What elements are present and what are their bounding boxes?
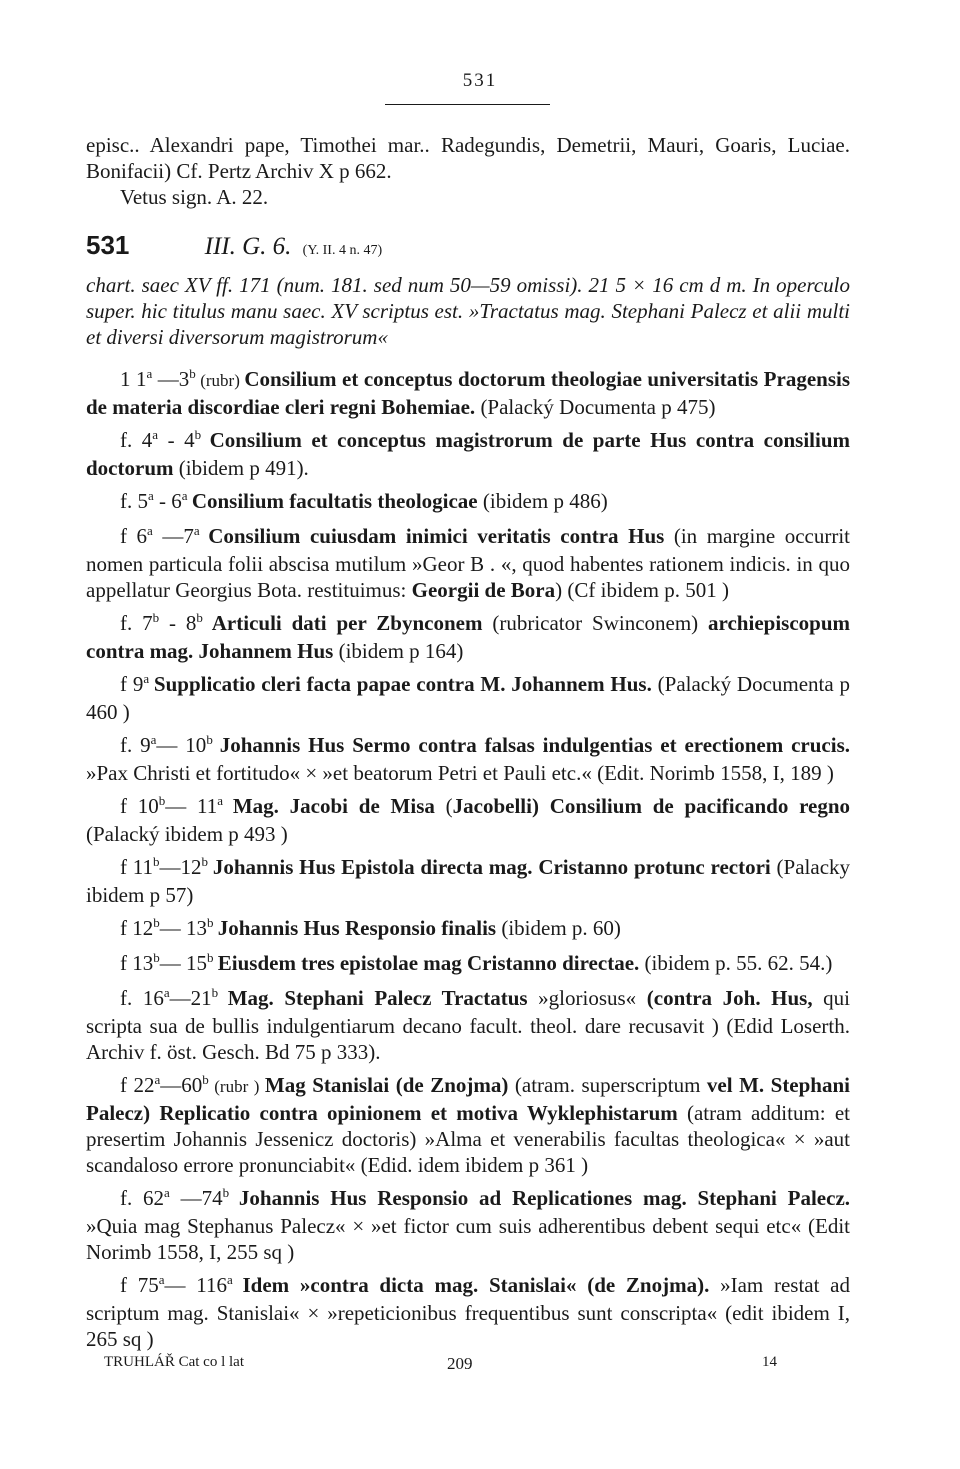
catalog-entry: [86, 427, 850, 481]
entry-reference: (atram additum: et presertim Johannis Jessenicz doctoris) »Alma et venerabilis facultas theologica« × »aut scandaloso errore pronunciabit« (Edid. idem ibidem p 361 ): [86, 1101, 850, 1177]
entry-folio-start: 10: [137, 794, 159, 818]
entry-folio-end-side: b: [222, 1185, 230, 1200]
entry-folio-start: 9: [132, 672, 144, 696]
entry-folio-mark: 1: [120, 367, 131, 391]
entry-folio-end: —21: [169, 986, 212, 1010]
entry-folio-start: 7: [142, 611, 153, 635]
entry-note: (rubr ): [208, 1077, 265, 1096]
entry-folio-end-side: b: [207, 915, 214, 930]
entry-folio-end: - 8: [159, 611, 197, 635]
entry-folio-start-side: a: [152, 427, 159, 442]
entry-folio-mark: f: [120, 951, 127, 975]
footer-left: TRUHLÁŘ Cat co l lat: [104, 1354, 244, 1370]
entry-folio-end-side: b: [206, 732, 213, 747]
entry-folio-start-side: a: [158, 1272, 165, 1287]
page-number: 531: [462, 70, 498, 91]
entry-remark: (rubricator Swinconem): [482, 611, 709, 635]
entry-reference: qui scripta sua de bullis indulgentiarum decano facult. theol. dare recusavit ) (Edid Loserth. Archiv f. öst. Gesch. Bd 75 p 333).: [86, 986, 851, 1064]
entry-title-continued: vel M. Stephani Palecz) Replicatio contra opinionem et motiva Wyklephistarum: [86, 1073, 851, 1125]
record-number: 531: [86, 230, 130, 260]
entry-title-continued: Jacobelli) Consilium de pacificando regno: [452, 794, 851, 818]
entry-title: Mag. Jacobi de Misa: [232, 794, 435, 818]
entry-folio-start-side: a: [148, 488, 154, 503]
catalog-entry: [86, 488, 850, 516]
entry-remark: (in margine occurrit nomen particula folii abscisa mutilum »Geor B . «, quod habentes rationem indicis. in quo appellatur Georgius Bota. restituimus:: [86, 524, 850, 602]
entry-remark: (Palacký Documenta p 475): [475, 395, 716, 419]
entry-folio-mark: f: [120, 794, 127, 818]
entry-note: [218, 990, 228, 1009]
entry-folio-mark: f.: [120, 1186, 133, 1210]
entry-folio-start-side: a: [163, 985, 170, 1000]
page-footer: [0, 1354, 960, 1378]
entry-folio-end: —12: [159, 855, 202, 879]
entry-folio-mark: f.: [120, 489, 133, 513]
entry-title: Consilium et conceptus magistrorum de parte Hus contra consilium doctorum: [86, 428, 851, 480]
entry-title: Idem »contra dicta mag. Stanislai« (de Znojma).: [242, 1273, 710, 1297]
entry-note: [229, 1190, 239, 1209]
entry-folio-start: 62: [143, 1186, 165, 1210]
entry-reference: (Palacký ibidem p 493 ): [86, 822, 288, 846]
entry-note: [201, 432, 210, 451]
entry-folio-start: 11: [132, 855, 154, 879]
catalog-entry: [86, 366, 850, 420]
entry-folio-start-side: b: [153, 950, 160, 965]
entry-folio-start: 12: [132, 916, 154, 940]
entry-remark: (ibidem p 491).: [173, 456, 309, 480]
entry-folio-end: - 6: [153, 489, 182, 513]
entry-note: [203, 615, 212, 634]
entry-folio-start-side: b: [158, 793, 166, 808]
entry-folio-end-side: a: [181, 488, 188, 503]
catalog-entry: [86, 523, 850, 603]
continuation-text: episc.. Alexandri pape, Timothei mar.. Radegundis, Demetrii, Mauri, Goaris, Luciae. Bonifacii) Cf. Pertz Archiv X p 662.: [86, 133, 850, 183]
entry-remark: »gloriosus«: [527, 986, 647, 1010]
entry-folio-start-side: a: [147, 523, 153, 538]
entry-folio-start-side: b: [152, 610, 160, 625]
entry-title: Consilium facultatis theologicae: [191, 489, 478, 513]
entry-folio-start-side: a: [146, 366, 153, 381]
catalog-entry: [86, 854, 850, 908]
entry-folio-start-side: b: [153, 915, 160, 930]
entry-folio-end-side: b: [202, 1072, 209, 1087]
entry-remark: (ibidem p 486): [477, 489, 608, 513]
catalog-entry: [86, 610, 850, 664]
record-old-signature: (Y. II. 4 n. 47): [302, 243, 383, 258]
entry-folio-end: —60: [160, 1073, 203, 1097]
entry-title: Consilium cuiusdam inimici veritatis contra Hus: [208, 524, 665, 548]
entry-folio-mark: f.: [120, 611, 133, 635]
entry-folio-end-side: b: [211, 985, 219, 1000]
entry-folio-start: 75: [137, 1273, 159, 1297]
entry-title: Mag. Stephani Palecz Tractatus: [227, 986, 528, 1010]
entry-folio-mark: f: [120, 1273, 127, 1297]
entry-title: Consilium et conceptus doctorum theologiae universitatis Pragensis de materia discordiae cleri regni Bohemiae.: [86, 367, 851, 419]
entry-folio-end-side: a: [217, 793, 224, 808]
catalog-entry: [86, 1272, 850, 1352]
entry-folio-start: 13: [132, 951, 154, 975]
entry-reference: ) (Cf ibidem p. 501 ): [555, 578, 729, 602]
entry-folio-mark: f: [120, 855, 127, 879]
record-signature: III. G. 6.: [204, 233, 292, 260]
entry-folio-end: — 13: [159, 916, 207, 940]
entry-title: Supplicatio cleri facta papae contra M. Johannem Hus.: [153, 672, 652, 696]
entry-title: Mag Stanislai (de Znojma): [264, 1073, 509, 1097]
entry-folio-end-side: b: [207, 950, 214, 965]
footer-sheet-number: 209: [447, 1354, 473, 1373]
entry-folio-start: 22: [133, 1073, 155, 1097]
entry-folio-end-side: a: [193, 523, 200, 538]
entry-folio-end: — 10: [156, 733, 207, 757]
entry-folio-mark: f.: [120, 733, 133, 757]
entry-remark: (ibidem p. 55. 62. 54.): [639, 951, 833, 975]
entry-title-continued: Georgii de Bora: [411, 578, 556, 602]
entry-title-continued: archiepiscopum contra mag. Johannem Hus: [86, 611, 851, 663]
entry-folio-start: 5: [137, 489, 148, 513]
entry-folio-end: —74: [169, 1186, 223, 1210]
catalog-entry: [86, 1185, 850, 1265]
entry-title: Articuli dati per Zbynconem: [211, 611, 483, 635]
entry-folio-mark: f: [120, 524, 127, 548]
entry-folio-mark: f: [120, 672, 127, 696]
catalog-entry: [86, 985, 850, 1065]
record-heading: [86, 232, 850, 264]
catalog-entry: [86, 732, 850, 786]
entry-title-continued: (contra Joh. Hus,: [646, 986, 813, 1010]
entry-title: Johannis Hus Responsio finalis: [217, 916, 497, 940]
entry-folio-end: — 116: [164, 1273, 227, 1297]
entry-remark: (atram. superscriptum: [508, 1073, 707, 1097]
entry-title: Johannis Hus Sermo contra falsas indulgentias et erectionem crucis.: [219, 733, 850, 757]
entry-folio-end: - 4: [158, 428, 195, 452]
catalog-entry: [86, 915, 850, 943]
continuation-signature: Vetus sign. A. 22.: [120, 185, 269, 209]
entry-remark: (Palacky ibidem p 57): [86, 855, 851, 907]
entry-folio-mark: f.: [120, 428, 133, 452]
entry-folio-mark: f.: [120, 986, 133, 1010]
entry-title: Johannis Hus Epistola directa mag. Cristanno protunc rectori: [212, 855, 771, 879]
entries-list: [86, 366, 850, 1352]
entry-folio-end: — 11: [165, 794, 218, 818]
entry-folio-start: 4: [141, 428, 153, 452]
entry-folio-start-side: a: [164, 1185, 170, 1200]
entry-folio-end: — 15: [159, 951, 207, 975]
entry-folio-start: 1: [135, 367, 147, 391]
catalog-entry: [86, 793, 850, 847]
catalog-entry: [86, 950, 850, 978]
entry-folio-mark: f: [120, 916, 127, 940]
entry-folio-end-side: b: [196, 610, 203, 625]
entry-folio-end-side: b: [201, 854, 209, 869]
entry-reference: (ibidem p 164): [333, 639, 464, 663]
entry-folio-end-side: a: [226, 1272, 233, 1287]
entry-folio-start-side: a: [143, 671, 150, 686]
entry-remark: (ibidem p. 60): [496, 916, 621, 940]
entry-folio-start: 9: [140, 733, 151, 757]
header-rule: [385, 104, 550, 105]
entry-remark: »Quia mag Stephanus Palecz« × »et fictor cum suis adherentibus debent sequi etc« (Edit Norimb 1558, I, 255 sq ): [86, 1214, 850, 1264]
entry-remark: »Pax Christi et fortitudo« × »et beatorum Petri et Pauli etc.« (Edit. Norimb 1558, I, 189 ): [86, 761, 834, 785]
entry-note: (rubr): [195, 371, 245, 390]
entry-folio-mark: f: [120, 1073, 127, 1097]
entry-folio-end-side: b: [189, 366, 196, 381]
entry-note: [200, 528, 209, 547]
footer-right: 14: [762, 1354, 777, 1370]
entry-title: Johannis Hus Responsio ad Replicationes mag. Stephani Palecz.: [238, 1186, 851, 1210]
entry-note: [213, 737, 220, 756]
entry-folio-start-side: a: [150, 732, 157, 747]
entry-folio-start: 6: [136, 524, 148, 548]
record-description: chart. saec XV ff. 171 (num. 181. sed num 50—59 omissi). 21 5 × 16 cm d m. In operculo super. hic titulus manu saec. XV scriptus est. »Tractatus mag. Stephani Palecz et alii multi et diversi diversorum magistrorum«: [86, 273, 850, 349]
entry-remark: (Palacký Documenta p 460 ): [86, 672, 851, 724]
entry-remark: (: [434, 794, 453, 818]
entry-note: [223, 798, 233, 817]
catalog-entry: [86, 1072, 850, 1178]
catalog-entry: [86, 671, 850, 725]
entry-folio-end-side: b: [194, 427, 202, 442]
entry-folio-end: —3: [152, 367, 190, 391]
entry-folio-start-side: a: [154, 1072, 161, 1087]
entry-folio-start-side: b: [153, 854, 160, 869]
entry-folio-start: 16: [142, 986, 164, 1010]
page-body: [86, 132, 850, 1352]
entry-folio-end: —7: [152, 524, 194, 548]
entry-remark: »Iam restat ad scriptum mag. Stanislai« × »repeticionibus frequentibus sunt conscripta« (edit ibidem I, 265 sq ): [86, 1273, 850, 1351]
entry-title: Eiusdem tres epistolae mag Cristanno directae.: [217, 951, 640, 975]
